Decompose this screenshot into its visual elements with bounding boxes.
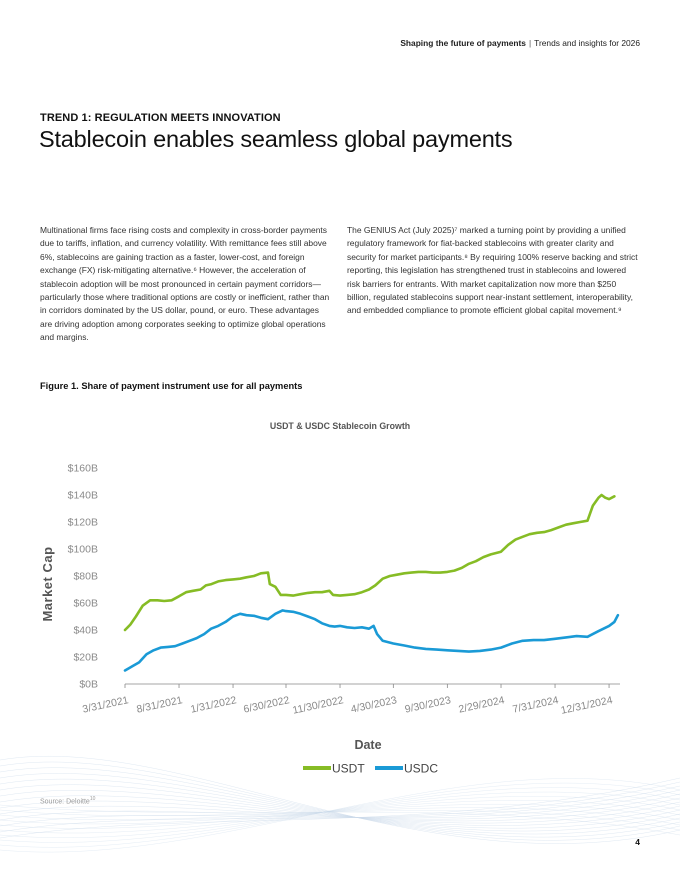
x-tick-label: 4/30/2023 — [349, 694, 398, 716]
x-tick-label: 8/31/2021 — [135, 694, 184, 716]
body-paragraph-right: The GENIUS Act (July 2025)⁷ marked a turning point by providing a unified regulatory framework for fiat-backed stablecoins with greater clarity and security for market participants.⁸ By requiring 100% reserve backing and strict reporting, this legislation has strengthened trust in stablecoins and lowered risk barriers for entrants. With market capitalization now more than $250 billion, regulated stablecoins support near-instant settlement, interoperability, and embedded compliance to promote efficient global capital movement.⁹ — [347, 225, 638, 316]
legend-label-usdc: USDC — [404, 761, 439, 776]
x-tick-label: 2/29/2024 — [457, 694, 506, 716]
page-title: Stablecoin enables seamless global payments — [39, 126, 513, 152]
body-column-right — [347, 224, 639, 318]
trend-label: TREND 1: REGULATION MEETS INNOVATION — [40, 112, 281, 124]
chart-title: USDT & USDC Stablecoin Growth — [269, 421, 411, 431]
source-note — [40, 796, 95, 805]
x-tick-label: 3/31/2021 — [81, 694, 130, 716]
y-tick-label: $0B — [79, 678, 98, 691]
source-label: Source: Deloitte — [40, 798, 90, 806]
y-tick-label: $40B — [73, 624, 98, 637]
y-tick-label: $120B — [67, 516, 98, 529]
x-tick-label: 9/30/2023 — [403, 694, 452, 716]
page-number: 4 — [635, 837, 640, 847]
y-tick-label: $80B — [73, 570, 98, 583]
y-tick-label: $100B — [67, 543, 98, 556]
series-line-usdc — [125, 610, 618, 670]
stablecoin-line-chart — [0, 450, 680, 790]
running-header — [400, 38, 640, 48]
y-axis-title: Market Cap — [40, 546, 55, 622]
x-tick-label: 7/31/2024 — [511, 694, 560, 716]
x-tick-label: 12/31/2024 — [559, 694, 614, 717]
x-tick-label: 1/31/2022 — [189, 694, 238, 716]
x-tick-label: 11/30/2022 — [291, 694, 345, 717]
legend-label-usdt: USDT — [332, 761, 365, 776]
running-header-title: Shaping the future of payments — [400, 38, 526, 48]
y-tick-label: $160B — [67, 462, 98, 475]
x-axis-title: Date — [354, 738, 382, 752]
body-paragraph-left: Multinational firms face rising costs and complexity in cross-border payments due to tariffs, inflation, and currency volatility. With remittance fees still above 6%, stablecoins are gaining traction as a faster, lower-cost, and foreign exchange (FX) risk-mitigating alternative.⁶ However, the acceleration of stablecoin adoption will be most pronounced in certain payment corridors—particularly those where traditional options are costly or inefficient, rather than in corridors dominated by the US dollar, pound, or euro. These advantages are driving adoption among corporates seeking to optimize global operations and margins. — [40, 225, 330, 343]
running-header-subtitle: Trends and insights for 2026 — [534, 38, 640, 48]
running-header-separator: | — [528, 38, 532, 48]
y-tick-label: $20B — [73, 651, 98, 664]
figure-caption: Figure 1. Share of payment instrument use for all payments — [40, 381, 303, 391]
x-tick-label: 6/30/2022 — [242, 694, 291, 716]
series-line-usdt — [125, 495, 614, 630]
body-column-left — [40, 224, 332, 345]
y-tick-label: $60B — [73, 597, 98, 610]
y-tick-label: $140B — [67, 489, 98, 502]
source-footnote-ref: 10 — [89, 796, 96, 802]
